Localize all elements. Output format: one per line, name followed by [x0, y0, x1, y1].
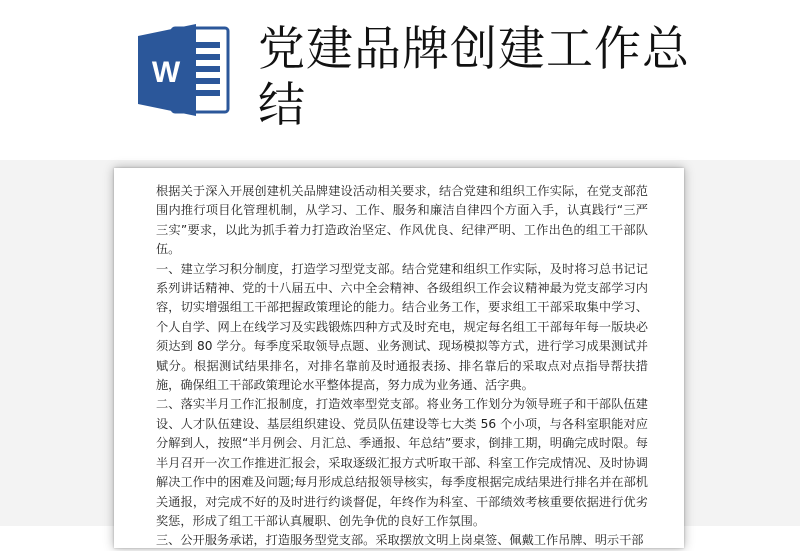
paragraph-efficiency: 二、落实半月工作汇报制度，打造效率型党支部。将业务工作划分为领导班子和干部队伍建设、人才队伍建设、基层组织建设、党员队伍建设等七大类 56 个小项，与各科室职能对应分解到人，按照“半月例会、月汇总、季通报、年总结”要求，倒排工期，明确完成时限。每半月召开一次工作推进汇报会，采取逐级汇报方式听取干部、科室工作完成情况、及时协调解决工作中的困难及问题;每月形成总结报领导核实，每季度根据完成结果进行排名并在部机关通报，对完成不好的及时进行约谈督促，年终作为科室、干部绩效考核重要依据进行优劣奖惩，形成了组工干部认真履职、创先争优的良好工作氛围。: [156, 397, 648, 528]
document-body: [156, 182, 648, 551]
header: [0, 0, 800, 160]
word-document-icon: [138, 22, 230, 118]
word-icon-letter: W: [151, 56, 181, 89]
document-page: [114, 168, 684, 548]
paragraph-intro: 根据关于深入开展创建机关品牌建设活动相关要求，结合党建和组织工作实际，在党支部范围内推行项目化管理机制，从学习、工作、服务和廉洁自律四个方面入手，认真践行“三严三实”要求，以此为抓手着力打造政治坚定、作风优良、纪律严明、工作出色的组工干部队伍。: [156, 184, 648, 257]
paragraph-study: 一、建立学习积分制度，打造学习型党支部。结合党建和组织工作实际，及时将习总书记记系列讲话精神、党的十八届五中、六中全会精神、各级组织工作会议精神最为党支部学习内容，切实增强组工干部把握政策理论的能力。结合业务工作，要求组工干部采取集中学习、个人自学、网上在线学习及实践锻炼四种方式及时充电，规定每名组工干部每年每一版块必须达到 80 学分。每季度采取领导点题、业务测试、现场模拟等方式，进行学习成果测试并赋分。根据测试结果排名，对排名靠前及时通报表扬、排名靠后的采取点对点指导帮扶措施，确保组工干部政策理论水平整体提高，努力成为业务通、活字典。: [156, 261, 648, 393]
paragraph-service: 三、公开服务承诺，打造服务型党支部。采取摆放文明上岗桌签、佩戴工作吊牌、明示干部: [156, 533, 644, 548]
page-title: 党建品牌创建工作总结: [258, 22, 690, 133]
